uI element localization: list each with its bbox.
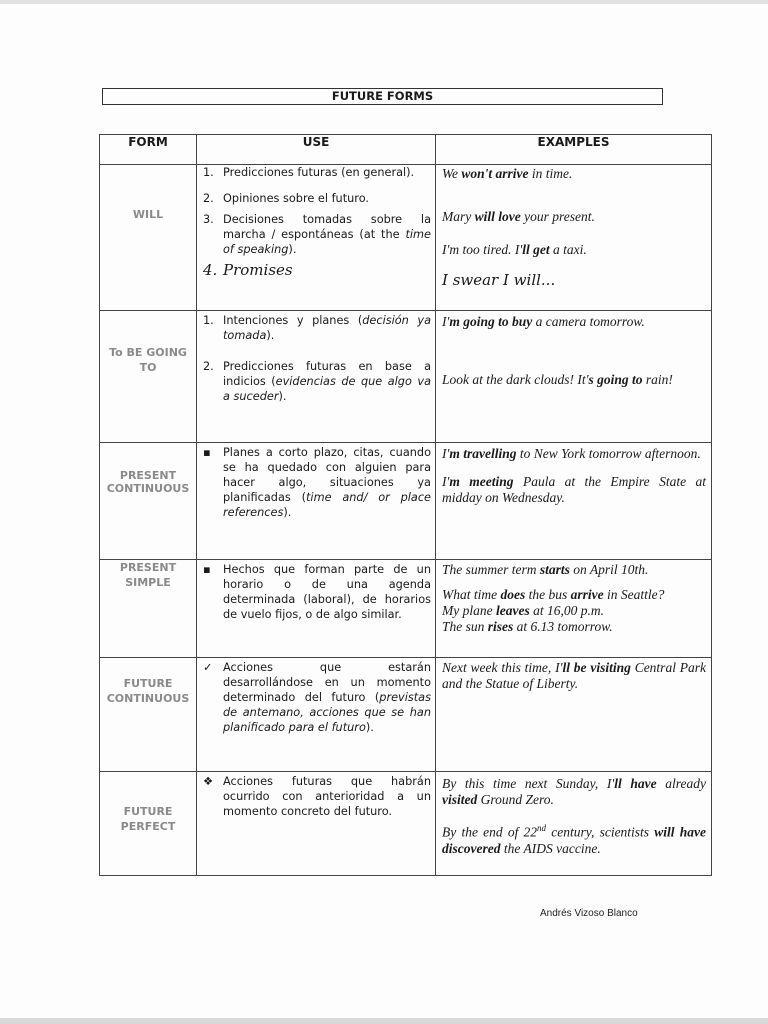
use-cell [197,311,436,443]
use-item: 1. Intenciones y planes (decisión ya tomada). [203,314,431,342]
use-item-handwritten [203,263,431,278]
use-item [203,165,431,180]
use-item: ▪ Planes a corto plazo, citas, cuando se ha quedado con alguien para hacer algo, situaciones ya planificadas (time and/ or place references). [203,446,431,519]
item-marker: 3. [203,213,214,226]
form-cell: PRESENT CONTINUOUS [100,443,197,560]
example-line: By this time next Sunday, I'll have already visited Ground Zero. [442,776,706,807]
use-item: 2. Predicciones futuras en base a indicios (evidencias de que algo va a suceder). [203,360,431,403]
example-line: Mary will love your present. [442,209,595,224]
header-use: USE [197,135,436,165]
future-forms-table [99,134,712,876]
table-row-future-continuous [100,658,712,772]
document-title: FUTURE FORMS [102,88,663,105]
use-item [203,212,431,257]
item-text: Decisiones tomadas sobre la marcha / espontáneas (at the [223,213,431,241]
example-line: The sun rises at 6.13 tomorrow. [442,619,613,634]
use-item: ❖ Acciones futuras que habrán ocurrido con anterioridad a un momento concreto del futuro. [203,775,431,818]
table-row-present-continuous [100,443,712,560]
example-line: I'm too tired. I'll get a taxi. [442,242,587,257]
examples-cell [436,443,712,560]
examples-cell [436,772,712,876]
example-line: Next week this time, I'll be visiting Central Park and the Statue of Liberty. [442,660,706,691]
examples-cell [436,165,712,311]
form-cell: PRESENT SIMPLE [100,560,197,658]
author-footer: Andrés Vizoso Blanco [540,908,638,919]
example-line: We won't arrive in time. [442,166,573,181]
table-header-row [100,135,712,165]
page-top-edge [0,0,768,4]
example-line: I'm going to buy a camera tomorrow. [442,314,645,329]
item-italic: time of speaking [223,228,431,256]
example-line-handwritten: I swear I will... [442,271,556,289]
examples-cell [436,658,712,772]
example-post: rain! [642,372,673,387]
header-examples: EXAMPLES [436,135,712,165]
form-cell: WILL [100,165,197,311]
table-row-will [100,165,712,311]
item-marker: 1. [203,166,214,179]
table-row-future-perfect [100,772,712,876]
example-line: I'm meeting Paula at the Empire State at midday on Wednesday. [442,474,706,505]
item-tail: ). [288,243,297,256]
examples-cell [436,311,712,443]
use-item: ▪ Hechos que forman parte de un horario o de una agenda determinada (laboral), de horarios de vuelo fijos, o de algo similar. [203,563,431,621]
example-line: My plane leaves at 16,00 p.m. [442,603,604,618]
item-marker: 4. [203,261,218,279]
example-line: The summer term starts on April 10th. [442,562,649,577]
page-bottom-edge [0,1018,768,1024]
header-form: FORM [100,135,197,165]
use-cell [197,658,436,772]
example-line: By the end of 22nd century, scientists will have discovered the AIDS vaccine. [442,823,707,856]
item-text: Predicciones futuras (en general). [223,166,415,179]
form-cell: FUTURE PERFECT [100,772,197,876]
item-text: Promises [223,261,293,279]
table-row-going-to [100,311,712,443]
use-cell [197,443,436,560]
use-item: ✓ Acciones que estarán desarrollándose en un momento determinado del futuro (previstas de antemano, acciones que se han planificado para el futuro). [203,661,431,734]
example-line: Look at the dark clouds! It's going to rain! [442,372,673,387]
use-cell [197,165,436,311]
item-marker: 2. [203,192,214,205]
use-cell [197,560,436,658]
table-row-present-simple [100,560,712,658]
form-cell: FUTURE CONTINUOUS [100,658,197,772]
example-line: What time does the bus arrive in Seattle? [442,587,665,602]
use-cell [197,772,436,876]
examples-cell [436,560,712,658]
use-item [203,191,431,206]
item-text: Opiniones sobre el futuro. [223,192,370,205]
form-cell: To BE GOING TO [100,311,197,443]
example-line: I'm travelling to New York tomorrow afternoon. [442,446,701,461]
